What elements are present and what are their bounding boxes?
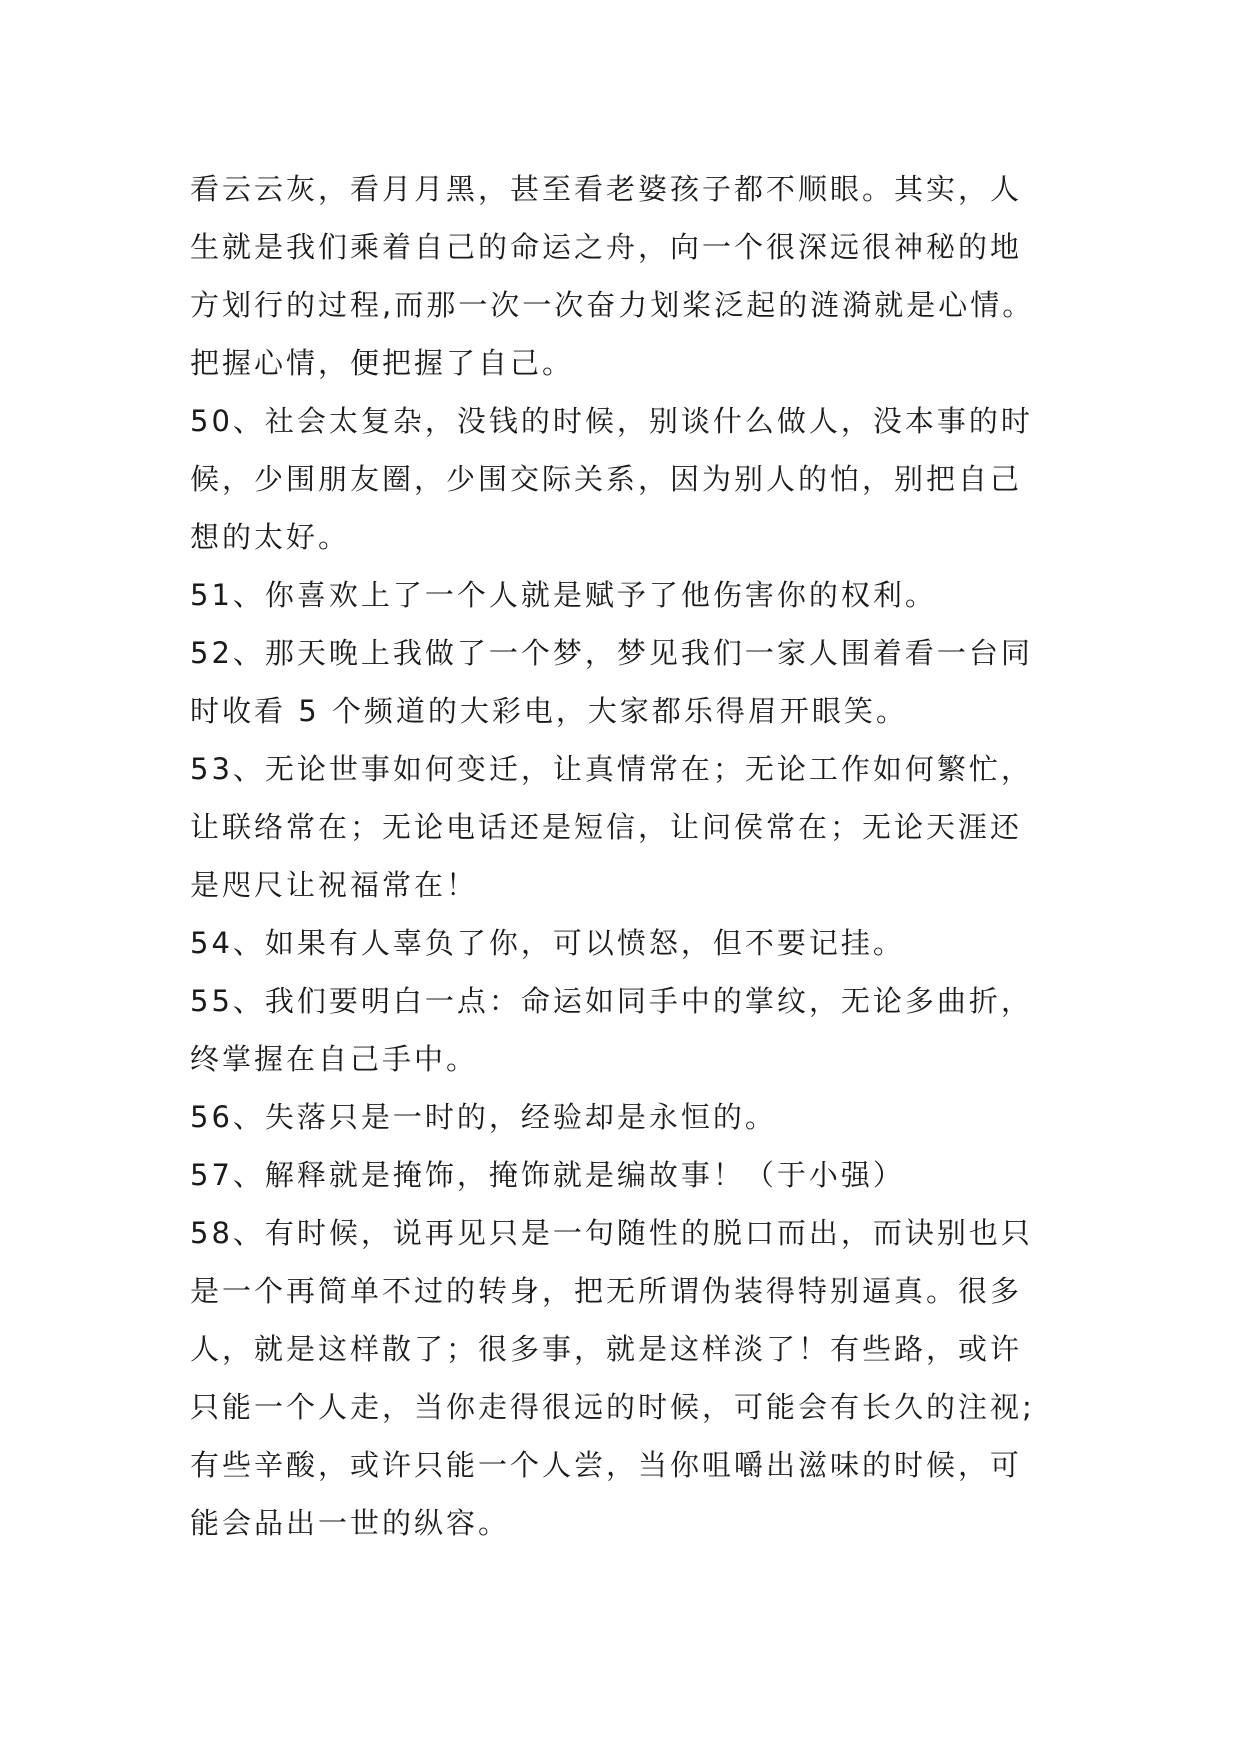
text-line: 把握心情，便把握了自己。 — [190, 346, 575, 380]
text-line: 只能一个人走，当你走得很远的时候，可能会有长久的注视; — [190, 1390, 1035, 1424]
text-line: 55、我们要明白一点：命运如同手中的掌纹，无论多曲折， — [190, 984, 1033, 1018]
text-line: 50、社会太复杂，没钱的时候，别谈什么做人，没本事的时 — [190, 404, 1033, 438]
text-line: 51、你喜欢上了一个人就是赋予了他伤害你的权利。 — [190, 578, 937, 612]
text-line: 是一个再简单不过的转身，把无所谓伪装得特别逼真。很多 — [190, 1274, 1023, 1308]
text-line: 是咫尺让祝福常在！ — [190, 868, 479, 902]
text-line: 53、无论世事如何变迁，让真情常在；无论工作如何繁忙， — [190, 752, 1033, 786]
text-line: 57、解释就是掩饰，掩饰就是编故事！（于小强） — [190, 1158, 905, 1192]
text-line: 方划行的过程,而那一次一次奋力划桨泛起的涟漪就是心情。 — [190, 288, 1035, 322]
text-line: 生就是我们乘着自己的命运之舟，向一个很深远很神秘的地 — [190, 230, 1023, 264]
text-line: 让联络常在；无论电话还是短信，让问侯常在；无论天涯还 — [190, 810, 1023, 844]
text-line: 54、如果有人辜负了你，可以愤怒，但不要记挂。 — [190, 926, 905, 960]
text-line: 看云云灰，看月月黑，甚至看老婆孩子都不顺眼。其实，人 — [190, 172, 1023, 206]
text-line: 想的太好。 — [190, 520, 351, 554]
text-line: 能会品出一世的纵容。 — [190, 1506, 511, 1540]
text-line: 人，就是这样散了；很多事，就是这样淡了！有些路，或许 — [190, 1332, 1023, 1366]
text-line: 有些辛酸，或许只能一个人尝，当你咀嚼出滋味的时候，可 — [190, 1448, 1023, 1482]
text-line: 56、失落只是一时的，经验却是永恒的。 — [190, 1100, 777, 1134]
text-line: 时收看 5 个频道的大彩电，大家都乐得眉开眼笑。 — [190, 694, 908, 728]
text-line: 52、那天晚上我做了一个梦，梦见我们一家人围着看一台同 — [190, 636, 1033, 670]
text-line: 58、有时候，说再见只是一句随性的脱口而出，而诀别也只 — [190, 1216, 1033, 1250]
text-line: 终掌握在自己手中。 — [190, 1042, 479, 1076]
document-body — [190, 160, 1090, 1552]
text-line: 候，少围朋友圈，少围交际关系，因为别人的怕，别把自己 — [190, 462, 1023, 496]
